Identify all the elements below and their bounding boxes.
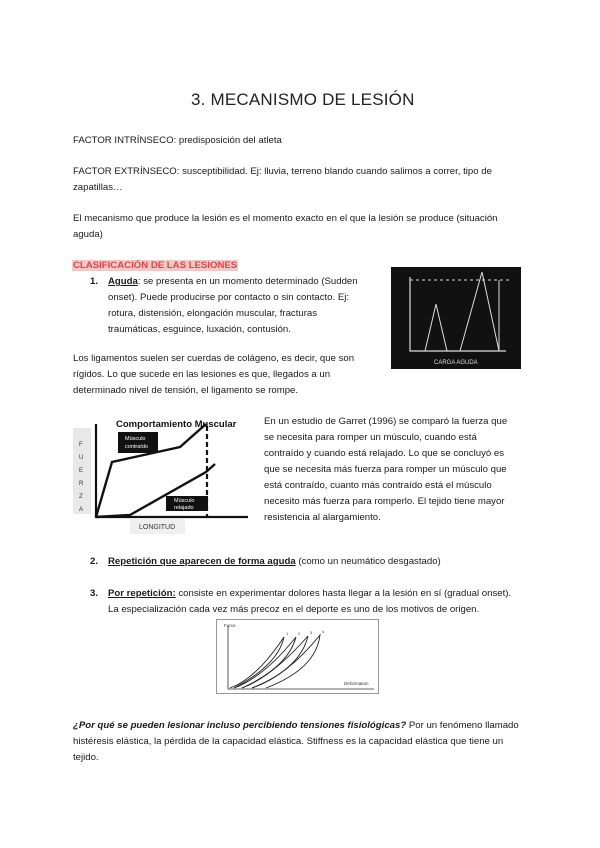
histeresis-paragraph bbox=[73, 718, 519, 766]
item-term: Por repetición: bbox=[108, 588, 176, 599]
section-heading-text: CLASIFICACIÓN DE LAS LESIONES bbox=[73, 260, 238, 271]
box-relajado-line-1: Músculo bbox=[174, 498, 195, 504]
muscle-behaviour-chart bbox=[70, 416, 250, 536]
factor-intrinseco: FACTOR INTRÍNSECO: predisposición del atleta bbox=[73, 135, 282, 146]
garret-line: resistencia al alargamiento. bbox=[264, 512, 381, 523]
item-text: : se presenta en un momento determinado (Sudden bbox=[137, 276, 358, 287]
ligamentos-paragraph bbox=[73, 351, 354, 399]
box-contraido-line-1: Músculo bbox=[125, 436, 146, 442]
x-axis-label: LONGITUD bbox=[139, 524, 176, 531]
carga-aguda-chart bbox=[391, 267, 521, 369]
item-por-repeticion bbox=[90, 586, 511, 618]
item-text: traumáticas, esguince, luxación, contusión. bbox=[108, 324, 291, 335]
item-text: consiste en experimentar dolores hasta llegar a la lesión en sí (gradual onset). bbox=[175, 588, 512, 599]
garret-line: que se necesita más fuerza para romper un músculo que bbox=[264, 464, 507, 475]
section-heading bbox=[72, 257, 238, 273]
garret-line: está contraído, cuanto más contraído está el músculo bbox=[264, 480, 492, 491]
force-deformation-chart bbox=[216, 619, 379, 694]
y-label-letter: Z bbox=[79, 494, 83, 500]
answer-text: histéresis elástica, la pérdida de la capacidad elástica. Stiffness es la capacidad elástica que tiene un bbox=[73, 736, 504, 747]
mecanismo-line-1: El mecanismo que produce la lesión es el momento exacto en el que la lesión se produce (situación bbox=[73, 213, 498, 224]
item-text: La especialización cada vez más precoz en el deporte es uno de los motivos de origen. bbox=[108, 604, 480, 615]
answer-text: tejido. bbox=[73, 752, 99, 763]
item-repeticion-aguda bbox=[90, 554, 441, 570]
fd-x-label: Deformation bbox=[344, 681, 369, 686]
fd-curve-label: 4 bbox=[322, 629, 325, 634]
ligamentos-line: rígidos. Lo que sucede en las lesiones es que, llegados a un bbox=[73, 369, 331, 380]
answer-text: Por un fenómeno llamado bbox=[406, 720, 519, 731]
fd-curve-label: 1 bbox=[286, 631, 289, 636]
item-aguda bbox=[90, 274, 390, 338]
muscle-behaviour-figure bbox=[70, 416, 250, 536]
force-deformation-figure bbox=[216, 619, 379, 694]
item-number: 1. bbox=[90, 276, 99, 287]
item-text: onset). Puede producirse por contacto o sin contacto. Ej: bbox=[108, 292, 350, 303]
item-text: rotura, distensión, elongación muscular, fracturas bbox=[108, 308, 318, 319]
y-label-letter: E bbox=[79, 468, 84, 474]
item-term: Aguda bbox=[108, 276, 138, 287]
factor-extrinseco-line-1: FACTOR EXTRÍNSECO: susceptibilidad. Ej: lluvia, terreno blando cuando salimos a correr, tipo de bbox=[73, 166, 492, 177]
y-label-letter: F bbox=[79, 442, 83, 448]
ligamentos-line: determinado nivel de tensión, el ligamento se rompe. bbox=[73, 385, 299, 396]
carga-aguda-figure bbox=[391, 267, 521, 369]
garret-paragraph bbox=[264, 414, 507, 526]
fd-curve-label: 2 bbox=[298, 631, 301, 636]
fd-y-label: Force bbox=[224, 623, 236, 628]
item-number: 3. bbox=[90, 588, 99, 599]
item-number: 2. bbox=[90, 556, 99, 567]
question-text: ¿Por qué se pueden lesionar incluso percibiendo tensiones fisiológicas? bbox=[73, 720, 407, 731]
page-title: 3. MECANISMO DE LESIÓN bbox=[191, 90, 415, 109]
item-text: (como un neumático desgastado) bbox=[295, 556, 441, 567]
y-label-letter: U bbox=[79, 455, 84, 461]
mecanismo-line-2: aguda) bbox=[73, 229, 103, 240]
garret-line: contraído y cuando está relajado. Lo que se concluyó es bbox=[264, 448, 505, 459]
carga-aguda-label: CARGA AGUDA bbox=[434, 360, 478, 366]
factor-extrinseco-line-2: zapatillas… bbox=[73, 182, 123, 193]
item-term: Repetición que aparecen de forma aguda bbox=[108, 556, 296, 567]
ligamentos-line: Los ligamentos suelen ser cuerdas de colágeno, es decir, que son bbox=[73, 353, 355, 364]
garret-line: se necesita para romper un músculo, cuando está bbox=[264, 432, 477, 443]
box-relajado-line-2: relajado bbox=[174, 505, 194, 511]
garret-line: necesito más fuerza para romperlo. El tejido tiene mayor bbox=[264, 496, 505, 507]
muscle-chart-title: Comportamiento Muscular bbox=[116, 419, 237, 430]
fd-curve-label: 3 bbox=[310, 630, 313, 635]
y-label-letter: R bbox=[79, 481, 84, 487]
garret-line: En un estudio de Garret (1996) se comparó la fuerza que bbox=[264, 416, 508, 427]
y-label-letter: A bbox=[79, 507, 84, 513]
box-contraido-line-2: contraído bbox=[125, 444, 148, 450]
